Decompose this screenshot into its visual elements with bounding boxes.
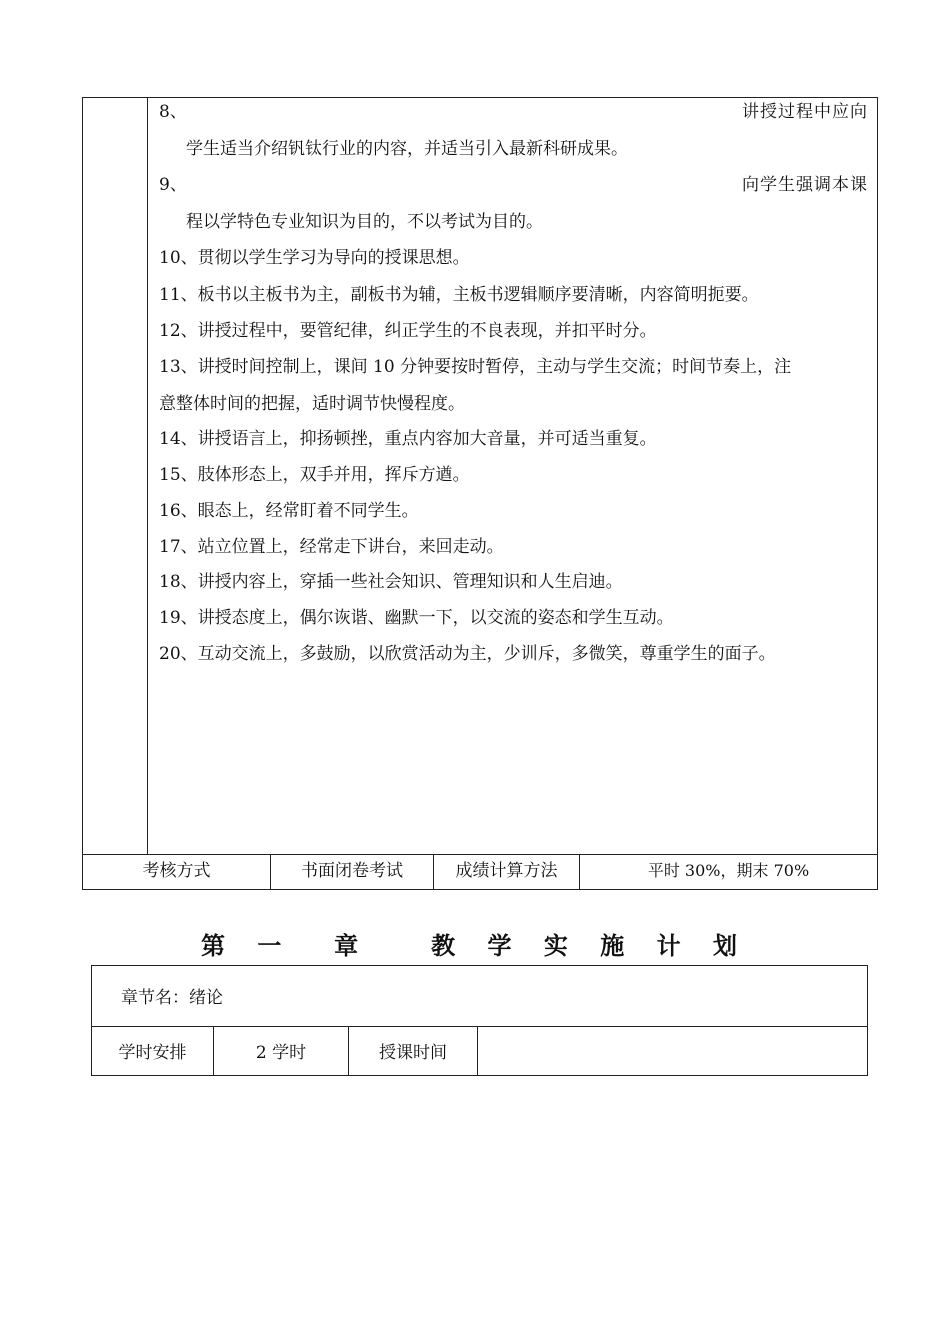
- score-calc-label: 成绩计算方法: [455, 861, 558, 881]
- item-13-continuation: 意整体时间的把握，适时调节快慢程度。: [159, 394, 465, 414]
- item-17: 17、站立位置上，经常走下讲台，来回走动。: [159, 537, 504, 557]
- item-8-right: 讲授过程中应向: [742, 102, 868, 122]
- chapter-table-bottom-border: [91, 1075, 868, 1076]
- upper-table-right-border: [877, 97, 878, 890]
- item-14: 14、讲授语言上，抑扬顿挫，重点内容加大音量，并可适当重复。: [159, 429, 657, 449]
- item-9-right: 向学生强调本课: [742, 175, 868, 195]
- chapter-name: 章节名：绪论: [121, 988, 223, 1008]
- item-8-continuation: 学生适当介绍钒钛行业的内容，并适当引入最新科研成果。: [186, 139, 628, 159]
- item-8-number: 8、: [159, 102, 187, 122]
- item-16: 16、眼态上，经常盯着不同学生。: [159, 501, 419, 521]
- assessment-label: 考核方式: [142, 861, 211, 881]
- item-9-number: 9、: [159, 175, 187, 195]
- chapter-title: 第 一 章 教 学 实 施 计 划: [201, 932, 749, 960]
- chapter-table-right-border: [867, 965, 868, 1076]
- chapter-table-top-border: [91, 965, 868, 966]
- hours-label: 学时安排: [118, 1043, 187, 1063]
- score-calc-value: 平时 30%，期末 70%: [647, 861, 810, 880]
- item-19: 19、讲授态度上，偶尔诙谐、幽默一下，以交流的姿态和学生互动。: [159, 608, 674, 628]
- upper-table-inner-divider: [147, 97, 148, 854]
- item-12: 12、讲授过程中，要管纪律，纠正学生的不良表现，并扣平时分。: [159, 321, 657, 341]
- hours-value: 2 学时: [255, 1043, 307, 1063]
- upper-table-top-border: [82, 97, 878, 98]
- chapter-table-col-divider-3: [477, 1026, 478, 1076]
- upper-table-bottom-border: [82, 889, 878, 890]
- item-10: 10、贯彻以学生学习为导向的授课思想。: [159, 248, 470, 268]
- item-15: 15、肢体形态上，双手并用，挥斥方遒。: [159, 465, 470, 485]
- teaching-time-label: 授课时间: [379, 1043, 447, 1063]
- item-18: 18、讲授内容上，穿插一些社会知识、管理知识和人生启迪。: [159, 572, 623, 592]
- item-11: 11、板书以主板书为主，副板书为辅，主板书逻辑顺序要清晰，内容简明扼要。: [159, 285, 759, 305]
- item-9-continuation: 程以学特色专业知识为目的，不以考试为目的。: [186, 212, 543, 232]
- chapter-table-row-divider: [91, 1026, 868, 1027]
- upper-table-left-border: [82, 97, 83, 890]
- assessment-row-top-border: [82, 854, 878, 855]
- item-20: 20、互动交流上，多鼓励，以欣赏活动为主，少训斥，多微笑，尊重学生的面子。: [159, 644, 776, 664]
- item-13: 13、讲授时间控制上，课间 10 分钟要按时暂停，主动与学生交流；时间节奏上，注: [159, 357, 792, 377]
- assessment-method: 书面闭卷考试: [301, 861, 403, 881]
